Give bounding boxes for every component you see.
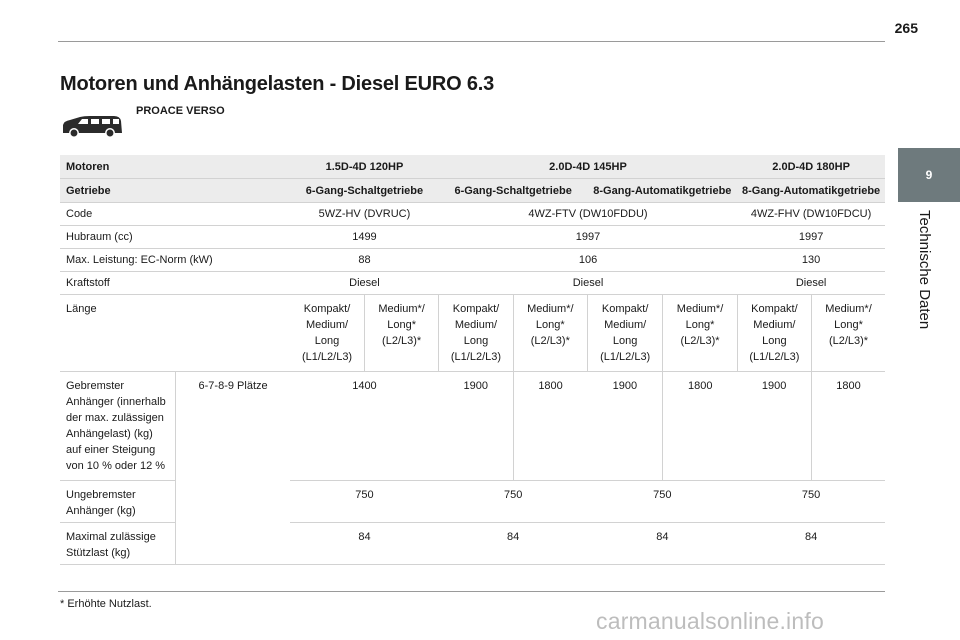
length-cell — [364, 295, 438, 372]
length-line: Long* — [535, 319, 565, 331]
engines-row — [60, 155, 885, 179]
displacement-cell: 1997 — [439, 226, 737, 249]
gearbox-label: Getriebe — [60, 179, 290, 203]
length-line: Long — [463, 335, 489, 347]
length-row — [60, 295, 885, 372]
length-line: (L2/L3)* — [680, 335, 720, 347]
unbraked-value: 750 — [737, 481, 885, 523]
length-cell — [812, 295, 885, 372]
van-icon — [60, 113, 124, 139]
gearbox-cell: 6-Gang-Schaltgetriebe — [439, 179, 588, 203]
code-label: Code — [60, 203, 290, 226]
length-cell — [290, 295, 364, 372]
length-line: Kompakt/ — [303, 303, 351, 315]
length-line: Medium/ — [753, 319, 796, 331]
engine-spec-table — [60, 155, 885, 565]
fuel-cell: Diesel — [737, 272, 885, 295]
length-line: (L1/L2/L3) — [749, 351, 800, 363]
length-cell — [439, 295, 513, 372]
displacement-cell: 1997 — [737, 226, 885, 249]
braked-value: 1900 — [439, 372, 513, 481]
label-line: Anhänger (kg) — [66, 505, 136, 517]
fuel-cell: Diesel — [290, 272, 439, 295]
engine-cell: 2.0D-4D 180HP — [737, 155, 885, 179]
label-line: der max. zulässigen — [66, 412, 164, 424]
length-cell — [513, 295, 587, 372]
nose-value: 84 — [587, 523, 737, 565]
nose-weight-label — [60, 523, 176, 565]
displacement-label: Hubraum (cc) — [60, 226, 290, 249]
fuel-row — [60, 272, 885, 295]
braked-value: 1900 — [587, 372, 662, 481]
displacement-cell: 1499 — [290, 226, 439, 249]
gearbox-cell: 8-Gang-Automatikgetriebe — [587, 179, 737, 203]
fuel-cell: Diesel — [439, 272, 737, 295]
length-label: Länge — [60, 295, 290, 372]
engine-cell: 1.5D-4D 120HP — [290, 155, 439, 179]
footnote: * Erhöhte Nutzlast. — [60, 598, 152, 610]
length-line: Long — [762, 335, 787, 347]
power-cell: 130 — [737, 249, 885, 272]
length-line: (L2/L3)* — [530, 335, 570, 347]
label-line: Maximal zulässige — [66, 531, 156, 543]
nose-value: 84 — [439, 523, 588, 565]
length-line: (L1/L2/L3) — [450, 351, 502, 363]
length-line: Kompakt/ — [751, 303, 798, 315]
code-cell: 4WZ-FHV (DW10FDCU) — [737, 203, 885, 226]
length-line: (L2/L3)* — [382, 335, 422, 347]
seats-cell: 6-7-8-9 Plätze — [176, 372, 291, 565]
braked-trailer-label — [60, 372, 176, 481]
code-row — [60, 203, 885, 226]
length-cell — [737, 295, 811, 372]
fuel-label: Kraftstoff — [60, 272, 290, 295]
gearbox-cell: 8-Gang-Automatikgetriebe — [737, 179, 885, 203]
braked-value: 1800 — [513, 372, 587, 481]
label-line: Stützlast (kg) — [66, 547, 131, 559]
label-line: Anhänger (innerhalb — [66, 396, 166, 408]
length-line: (L2/L3)* — [828, 335, 869, 347]
gearbox-row — [60, 179, 885, 203]
gearbox-cell: 6-Gang-Schaltgetriebe — [290, 179, 439, 203]
nose-value: 84 — [290, 523, 439, 565]
length-line: (L1/L2/L3) — [600, 351, 651, 363]
label-line: Anhängelast) (kg) — [66, 428, 153, 440]
length-cell — [663, 295, 737, 372]
braked-trailer-row — [60, 372, 885, 481]
length-line: Medium*/ — [825, 303, 872, 315]
nose-value: 84 — [737, 523, 885, 565]
length-cell — [587, 295, 662, 372]
length-line: Medium*/ — [378, 303, 425, 315]
length-line: Kompakt/ — [452, 303, 500, 315]
length-line: Medium/ — [305, 319, 349, 331]
label-line: auf einer Steigung — [66, 444, 156, 456]
unbraked-value: 750 — [587, 481, 737, 523]
power-cell: 106 — [439, 249, 737, 272]
engine-cell: 2.0D-4D 145HP — [439, 155, 737, 179]
label-line: Gebremster — [66, 380, 125, 392]
page-number: 265 — [894, 20, 918, 36]
length-line: Long* — [685, 319, 715, 331]
label-line: Ungebremster — [66, 489, 136, 501]
label-line: von 10 % oder 12 % — [66, 460, 166, 472]
braked-value: 1900 — [737, 372, 811, 481]
unbraked-trailer-label — [60, 481, 176, 523]
length-line: Medium*/ — [527, 303, 574, 315]
power-cell: 88 — [290, 249, 439, 272]
length-line: Long* — [387, 319, 416, 331]
braked-value: 1800 — [812, 372, 885, 481]
chapter-tab[interactable]: 9 — [898, 148, 960, 202]
length-line: Medium/ — [454, 319, 498, 331]
watermark: carmanualsonline.info — [596, 608, 824, 634]
unbraked-value: 750 — [439, 481, 588, 523]
code-cell: 4WZ-FTV (DW10FDDU) — [439, 203, 737, 226]
chapter-title: Technische Daten — [916, 210, 933, 330]
model-label: PROACE VERSO — [136, 105, 225, 117]
power-label: Max. Leistung: EC-Norm (kW) — [60, 249, 290, 272]
unbraked-value: 750 — [290, 481, 439, 523]
top-divider — [58, 41, 885, 42]
length-line: Kompakt/ — [601, 303, 649, 315]
length-line: Long — [612, 335, 638, 347]
length-line: Long — [314, 335, 340, 347]
braked-value: 1800 — [663, 372, 737, 481]
length-line: Long* — [834, 319, 863, 331]
code-cell: 5WZ-HV (DVRUC) — [290, 203, 439, 226]
braked-value: 1400 — [290, 372, 439, 481]
footer-divider — [58, 591, 885, 592]
displacement-row — [60, 226, 885, 249]
length-line: Medium/ — [604, 319, 647, 331]
engines-label: Motoren — [60, 155, 290, 179]
length-line: Medium*/ — [676, 303, 724, 315]
page-title: Motoren und Anhängelasten - Diesel EURO 6.3 — [60, 73, 495, 95]
power-row — [60, 249, 885, 272]
length-line: (L1/L2/L3) — [301, 351, 353, 363]
